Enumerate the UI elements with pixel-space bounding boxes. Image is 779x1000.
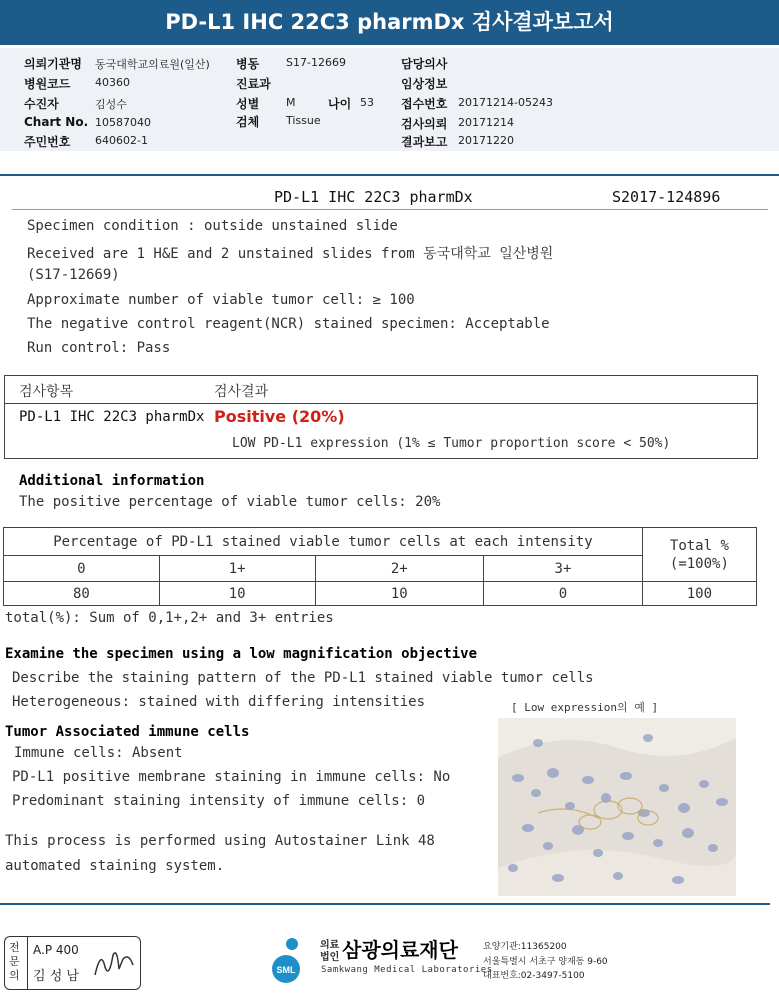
process-line: This process is performed using Autostainer Link 48 [5,833,435,849]
report-header-rule [12,209,768,210]
stamp-name: 김 성 남 [33,969,79,984]
org-name-ko: 삼광의료재단 [342,938,458,962]
intensity-2-value: 10 [315,582,484,606]
chart-no-label: Chart No. [24,115,89,129]
stamp-side-box [5,937,28,989]
stamp-code: A.P 400 [33,943,79,957]
result-report-label: 결과보고 [401,135,448,149]
examine-line: Describe the staining pattern of the PD-L1 stained viable tumor cells [12,670,594,686]
examinee-value: 김성수 [95,98,127,111]
report-id: S2017-124896 [612,188,721,206]
org-name-en: Samkwang Medical Laboratories [321,965,493,975]
report-test-name: PD-L1 IHC 22C3 pharmDx [274,188,473,206]
receipt-no-value: 20171214-05243 [458,96,553,109]
intensity-table [3,527,757,606]
result-positive: Positive (20%) [214,407,345,426]
receipt-no-label: 접수번호 [401,97,448,111]
age-label: 나이 [328,97,352,111]
immune-title: Tumor Associated immune cells [5,724,250,740]
immune-line: PD-L1 positive membrane staining in immune cells: No [12,769,451,785]
section-divider-bottom [0,903,770,905]
tissue-micrograph-svg [498,718,736,896]
chart-no-value: 10587040 [95,116,151,129]
result-item: PD-L1 IHC 22C3 pharmDx [19,409,205,425]
org-prefix-2: 법인 [320,952,340,963]
test-request-value: 20171214 [458,116,514,129]
total-header [642,528,756,582]
additional-text: The positive percentage of viable tumor cells: 20% [19,494,441,510]
specimen-line: The negative control reagent(NCR) stained specimen: Acceptable [27,316,550,332]
hospital-code-value: 40360 [95,76,130,89]
result-report-value: 20171220 [458,134,514,147]
intensity-1-header: 1+ [159,556,315,582]
result-col-item-header: 검사항목 [19,384,74,400]
process-line: automated staining system. [5,858,225,874]
sml-logo-icon [266,936,316,984]
result-table-divider [5,403,757,404]
result-col-result-header: 검사결과 [214,384,269,400]
resident-no-value: 640602-1 [95,134,148,147]
total-note: total(%): Sum of 0,1+,2+ and 3+ entries [5,610,334,626]
resident-no-label: 주민번호 [24,135,71,149]
examine-line: Heterogeneous: stained with differing intensities [12,694,426,710]
result-table [4,375,758,459]
image-caption: [ Low expression의 예 ] [511,701,659,714]
pathologist-stamp [4,936,141,990]
intensity-1-value: 10 [159,582,315,606]
institution-value: 동국대학교의료원(일산) [95,58,210,71]
specimen-line: Approximate number of viable tumor cell: ≥ 100 [27,292,415,308]
ward-value: S17-12669 [286,56,346,69]
examinee-label: 수진자 [24,97,59,111]
department-label: 진료과 [236,77,271,91]
specimen-line: Specimen condition : outside unstained slide [27,218,398,234]
intensity-3-value: 0 [484,582,643,606]
additional-title: Additional information [19,473,205,489]
stamp-side-label: 전문의 [9,941,20,982]
logo-text: SML [276,965,296,975]
org-contact-line: 요양기관:11365200 [483,942,567,952]
org-contact-line: 서울특별시 서초구 양재동 9-60 [483,957,608,967]
age-value: 53 [360,96,374,109]
org-prefix-1: 의료 [320,940,340,951]
specimen-line: (S17-12669) [27,267,120,283]
physician-label: 담당의사 [401,57,448,71]
specimen-line: Received are 1 H&E and 2 unstained slides from 동국대학교 일산병원 [27,246,554,262]
total-header-line2: (=100%) [669,555,729,572]
clinical-info-label: 임상정보 [401,77,448,91]
specimen-value: Tissue [286,114,321,127]
examine-title: Examine the specimen using a low magnification objective [5,646,478,662]
signature-image [91,945,137,981]
sex-label: 성별 [236,97,260,111]
org-contact-line: 대표번호:02-3497-5100 [483,971,585,981]
intensity-2-header: 2+ [315,556,484,582]
intensity-0-value: 80 [4,582,160,606]
intensity-0-header: 0 [4,556,160,582]
institution-label: 의뢰기관명 [24,57,82,71]
specimen-label: 검체 [236,115,260,129]
total-header-line1: Total % [669,537,729,554]
intensity-table-header: Percentage of PD-L1 stained viable tumor cells at each intensity [4,528,643,556]
specimen-line: Run control: Pass [27,340,171,356]
result-note: LOW PD-L1 expression (1% ≤ Tumor proportion score < 50%) [232,436,671,451]
sex-value: M [286,96,296,109]
tissue-micrograph-image [498,718,736,896]
test-request-label: 검사의뢰 [401,117,448,131]
intensity-3-header: 3+ [484,556,643,582]
total-value: 100 [642,582,756,606]
immune-line: Predominant staining intensity of immune cells: 0 [12,793,426,809]
ward-label: 병동 [236,57,260,71]
org-prefix [320,940,339,964]
patient-info-panel [0,48,779,151]
report-title: PD-L1 IHC 22C3 pharmDx 검사결과보고서 [0,0,779,45]
hospital-code-label: 병원코드 [24,77,71,91]
section-divider-top [0,174,779,176]
immune-line: Immune cells: Absent [14,745,183,761]
